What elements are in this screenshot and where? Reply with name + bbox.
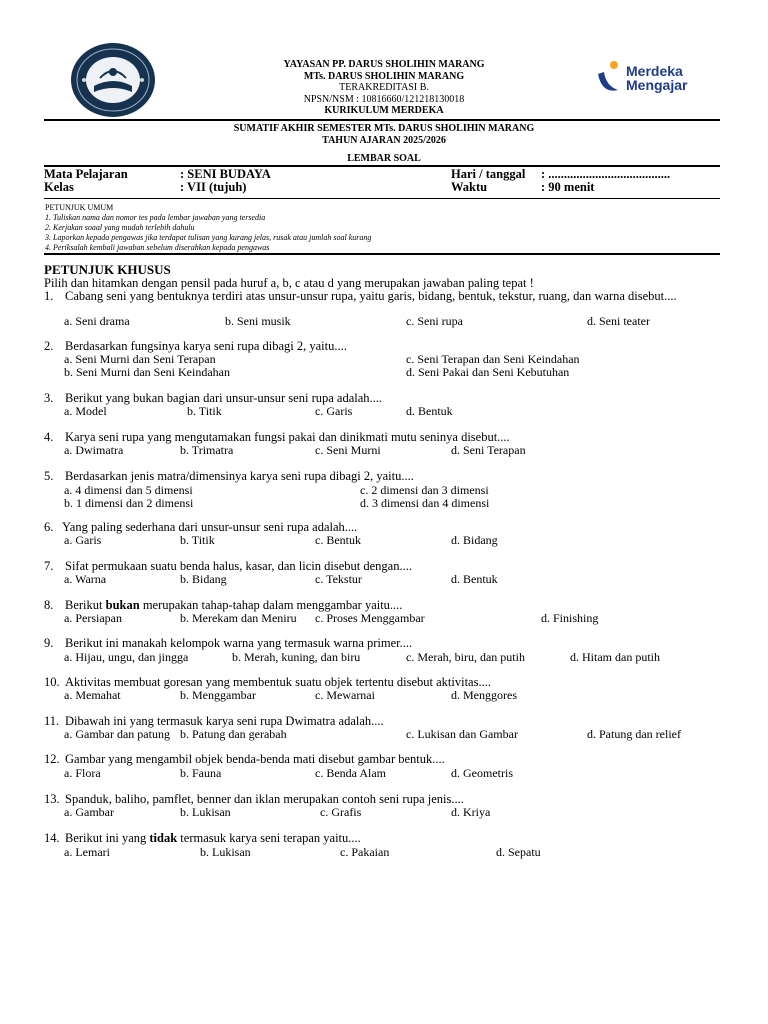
answer-option-d[interactable]: d. 3 dimensi dan 4 dimensi (360, 496, 490, 510)
question-stem: Berdasarkan jenis matra/dimensinya karya seni rupa dibagi 2, yaitu.... (65, 469, 414, 483)
foundation-name: YAYASAN PP. DARUS SHOLIHIN MARANG (283, 59, 485, 70)
school-name: MTs. DARUS SHOLIHIN MARANG (303, 70, 465, 82)
question-number: 4. (44, 430, 54, 444)
question-number: 13. (44, 792, 60, 806)
answer-option-d[interactable]: d. Hitam dan putih (570, 650, 660, 664)
date-value: : ....................................... (541, 167, 671, 181)
answer-option-d[interactable]: d. Bentuk (406, 404, 453, 418)
answer-option-a[interactable]: a. Memahat (64, 688, 121, 702)
general-item: 3. Laporkan kepada pengawas jika terdapat tulisan yang kurang jelas, rusak atau jumlah soal kurang (45, 233, 372, 242)
question-stem: Berikut ini manakah kelompok warna yang termasuk warna primer.... (65, 636, 413, 650)
general-item: 2. Kerjakan soaal yang mudah terlebih dahulu (45, 223, 195, 232)
question-stem: Dibawah ini yang termasuk karya seni rupa Dwimatra adalah.... (65, 714, 384, 728)
answer-option-b[interactable]: b. Trimatra (180, 443, 234, 457)
answer-option-a[interactable]: a. Warna (64, 572, 107, 586)
stem-emphasis: tidak (149, 831, 178, 845)
answer-option-d[interactable]: d. Seni Terapan (451, 443, 526, 457)
answer-option-b[interactable]: b. Lukisan (200, 845, 251, 859)
date-label: Hari / tanggal (451, 167, 526, 181)
answer-option-d[interactable]: d. Bentuk (451, 572, 498, 586)
answer-option-c[interactable]: c. Bentuk (315, 533, 361, 547)
answer-option-b[interactable]: b. Merah, kuning, dan biru (232, 650, 361, 664)
question-number: 12. (44, 752, 60, 766)
question-stem: Sifat permukaan suatu benda halus, kasar, dan licin disebut dengan.... (65, 559, 412, 573)
exam-year: TAHUN AJARAN 2025/2026 (322, 134, 446, 146)
question-stem: Spanduk, baliho, pamflet, benner dan iklan merupakan contoh seni rupa jenis.... (65, 792, 464, 806)
answer-option-b[interactable]: b. 1 dimensi dan 2 dimensi (64, 496, 194, 510)
answer-option-a[interactable]: a. Lemari (64, 845, 110, 859)
question-number: 10. (44, 675, 60, 689)
general-title: PETUNJUK UMUM (45, 203, 114, 212)
general-item: 4. Periksalah kembali jawaban sebelum diserahkan kepada pengawas (45, 243, 270, 252)
question-number: 14. (44, 831, 60, 845)
logo-word2: Mengajar (626, 77, 688, 93)
answer-option-d[interactable]: d. Patung dan relief (587, 727, 681, 741)
answer-option-d[interactable]: d. Kriya (451, 805, 491, 819)
answer-option-c[interactable]: c. Grafis (320, 805, 362, 819)
class-value: : VII (tujuh) (180, 180, 247, 194)
answer-option-a[interactable]: a. Gambar (64, 805, 114, 819)
question-stem: Cabang seni yang bentuknya terdiri atas unsur-unsur rupa, yaitu garis, bidang, bentuk, tekstur, ruang, dan warna disebut.... (65, 289, 677, 303)
answer-option-c[interactable]: c. 2 dimensi dan 3 dimensi (360, 483, 489, 497)
answer-option-a[interactable]: a. Model (64, 404, 107, 418)
answer-option-a[interactable]: a. Hijau, ungu, dan jingga (64, 650, 189, 664)
question-number: 5. (44, 469, 54, 483)
answer-option-a[interactable]: a. Garis (64, 533, 102, 547)
question-stem: Aktivitas membuat goresan yang membentuk suatu objek tertentu disebut aktivitas.... (65, 675, 491, 689)
answer-option-c[interactable]: c. Tekstur (315, 572, 362, 586)
question-stem: Berikut yang bukan bagian dari unsur-unsur seni rupa adalah.... (65, 391, 383, 405)
stem-part: merupakan tahap-tahap dalam menggambar yaitu.... (139, 598, 403, 612)
answer-option-b[interactable]: b. Lukisan (180, 805, 231, 819)
stem-part: Berikut ini yang (65, 831, 150, 845)
answer-option-d[interactable]: d. Sepatu (496, 845, 541, 859)
info-bottom-rule (44, 198, 720, 199)
stem-part: Berikut (65, 598, 106, 612)
answer-option-d[interactable]: d. Seni teater (587, 314, 650, 328)
answer-option-b[interactable]: b. Bidang (180, 572, 227, 586)
question-stem: Yang paling sederhana dari unsur-unsur seni rupa adalah.... (62, 520, 358, 534)
question-number: 7. (44, 559, 54, 573)
subject-label: Mata Pelajaran (44, 167, 128, 181)
header-rule (44, 119, 720, 121)
answer-option-c[interactable]: c. Proses Menggambar (315, 611, 425, 625)
answer-option-b[interactable]: b. Seni Murni dan Seni Keindahan (64, 365, 230, 379)
question-number: 3. (44, 391, 54, 405)
time-label: Waktu (451, 180, 488, 194)
answer-option-b[interactable]: b. Titik (187, 404, 222, 418)
npsn: NPSN/NSM : 10816660/121218130018 (303, 93, 465, 105)
sheet-label: LEMBAR SOAL (347, 153, 421, 164)
answer-option-d[interactable]: d. Menggores (451, 688, 517, 702)
answer-option-c[interactable]: c. Garis (315, 404, 353, 418)
exam-title-block (0, 123, 768, 146)
curriculum: KURIKULUM MERDEKA (324, 105, 444, 116)
answer-option-d[interactable]: d. Finishing (541, 611, 599, 625)
general-item: 1. Tuliskan nama dan nomor tes pada lembar jawaban yang tersedia (45, 213, 266, 222)
special-instruction: Pilih dan hitamkan dengan pensil pada huruf a, b, c atau d yang merupakan jawaban paling tepat ! (44, 276, 534, 290)
answer-option-d[interactable]: d. Seni Pakai dan Seni Kebutuhan (406, 365, 570, 379)
question-number: 11. (44, 714, 60, 728)
answer-option-b[interactable]: b. Titik (180, 533, 215, 547)
answer-option-c[interactable]: c. Seni Murni (315, 443, 381, 457)
answer-option-c[interactable]: c. Mewarnai (315, 688, 375, 702)
question-number: 2. (44, 339, 54, 353)
answer-option-a[interactable]: a. Seni Murni dan Seni Terapan (64, 352, 216, 366)
class-label: Kelas (44, 180, 74, 194)
general-bottom-rule (44, 253, 720, 255)
answer-option-c[interactable]: c. Seni rupa (406, 314, 463, 328)
sheet-label-wrap (0, 153, 768, 165)
question-number: 6. (44, 520, 54, 534)
answer-option-b[interactable]: b. Fauna (180, 766, 222, 780)
answer-option-c[interactable]: c. Merah, biru, dan putih (406, 650, 525, 664)
question-stem (65, 832, 725, 845)
answer-option-d[interactable]: d. Bidang (451, 533, 498, 547)
subject-value: : SENI BUDAYA (180, 167, 271, 181)
answer-option-a[interactable]: a. Flora (64, 766, 101, 780)
answer-option-a[interactable]: a. 4 dimensi dan 5 dimensi (64, 483, 193, 497)
general-instructions (45, 203, 371, 253)
stem-part: termasuk karya seni terapan yaitu.... (177, 831, 361, 845)
answer-option-b[interactable]: b. Menggambar (180, 688, 256, 702)
accreditation: TERAKREDITASI B. (339, 82, 429, 93)
question-stem: Karya seni rupa yang mengutamakan fungsi pakai dan dinikmati mutu seninya disebut.... (65, 430, 510, 444)
answer-option-a[interactable]: a. Seni drama (64, 314, 130, 328)
logo-word1: Merdeka (626, 63, 683, 79)
question-number: 1. (44, 289, 54, 303)
question-number: 9. (44, 636, 54, 650)
answer-option-b[interactable]: b. Patung dan gerabah (180, 727, 287, 741)
answer-option-d[interactable]: d. Geometris (451, 766, 513, 780)
answer-option-a[interactable]: a. Gambar dan patung (64, 727, 170, 741)
answer-option-c[interactable]: c. Seni Terapan dan Seni Keindahan (406, 352, 580, 366)
answer-option-b[interactable]: b. Seni musik (225, 314, 291, 328)
answer-option-a[interactable]: a. Persiapan (64, 611, 122, 625)
answer-option-a[interactable]: a. Dwimatra (64, 443, 124, 457)
answer-option-c[interactable]: c. Benda Alam (315, 766, 386, 780)
question-number: 8. (44, 598, 54, 612)
stem-emphasis: bukan (105, 598, 140, 612)
special-title: PETUNJUK KHUSUS (44, 262, 171, 277)
exam-title: SUMATIF AKHIR SEMESTER MTs. DARUS SHOLIHIN MARANG (233, 123, 535, 134)
time-value: : 90 menit (541, 180, 595, 194)
answer-option-b[interactable]: b. Merekam dan Meniru (180, 611, 297, 625)
question-stem: Gambar yang mengambil objek benda-benda mati disebut gambar bentuk.... (65, 752, 445, 766)
answer-option-c[interactable]: c. Lukisan dan Gambar (406, 727, 518, 741)
answer-option-c[interactable]: c. Pakaian (340, 845, 390, 859)
question-stem: Berdasarkan fungsinya karya seni rupa dibagi 2, yaitu.... (65, 339, 347, 353)
